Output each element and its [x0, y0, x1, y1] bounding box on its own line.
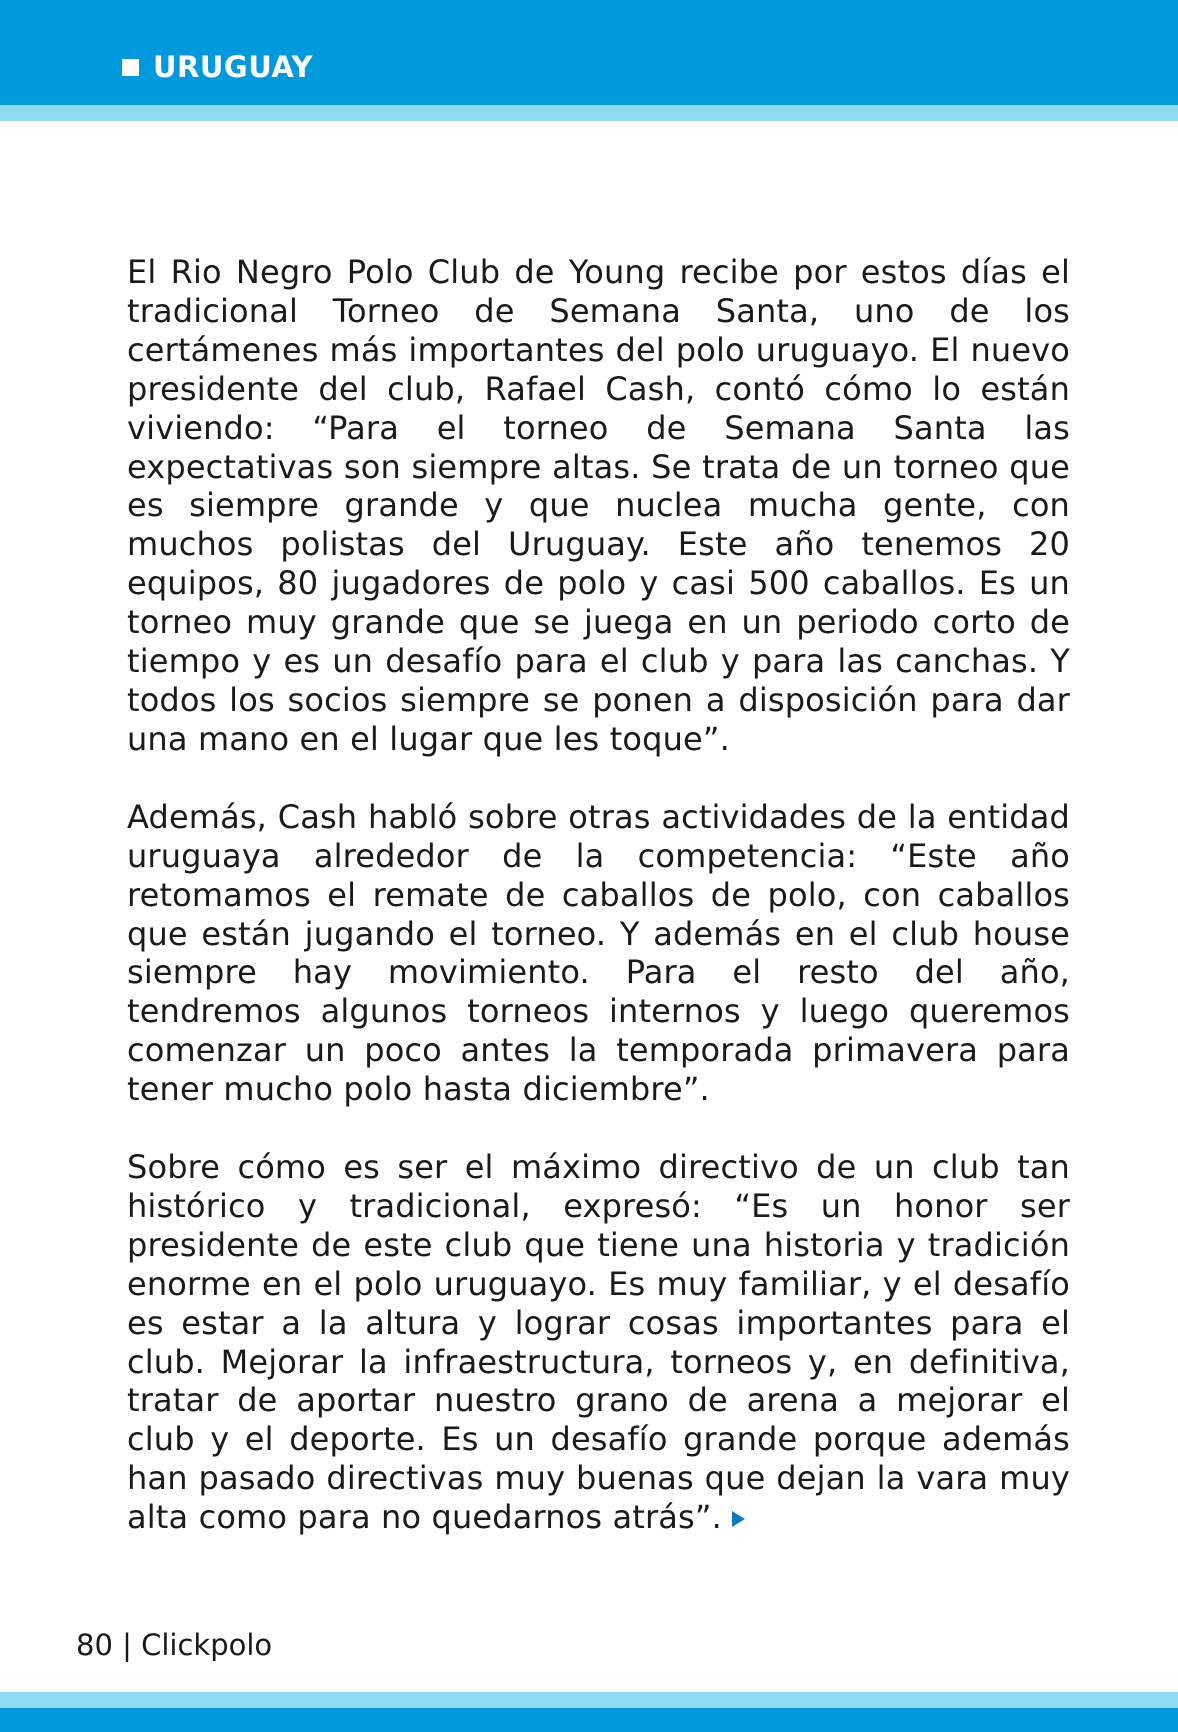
footer-separator: | — [122, 1628, 132, 1662]
article-body — [127, 253, 1070, 1576]
section-title: URUGUAY — [153, 50, 314, 84]
page-number: 80 — [76, 1628, 113, 1662]
footer-stripe — [0, 1692, 1178, 1708]
article-paragraph-1: El Rio Negro Polo Club de Young recibe por estos días el tradicional Torneo de Semana Santa, uno de los certámenes más importantes del polo uruguayo. El nuevo presidente del club, Rafael Cash, contó cómo lo están viviendo: “Para el torneo de Semana Santa las expectativas son siempre altas. Se trata de un torneo que es siempre grande y que nuclea mucha gente, con muchos polistas del Uruguay. Este año tenemos 20 equipos, 80 jugadores de polo y casi 500 caballos. Es un torneo muy grande que se juega en un periodo corto de tiempo y es un desafío para el club y para las canchas. Y todos los socios siempre se ponen a disposición para dar una mano en el lugar que les toque”. — [127, 253, 1070, 758]
header-stripe — [0, 105, 1178, 121]
article-paragraph-3 — [127, 1148, 1070, 1537]
triangle-right-icon — [732, 1511, 745, 1527]
page-footer — [76, 1628, 272, 1662]
footer-bar — [0, 1708, 1178, 1732]
article-paragraph-3-text: Sobre cómo es ser el máximo directivo de un club tan histórico y tradicional, expresó: “Es un honor ser presidente de este club que tiene una historia y tradición enorme en el polo uruguayo. Es muy familiar, y el desafío es estar a la altura y lograr cosas importantes para el club. Mejorar la infraestructura, torneos y, en definitiva, tratar de aportar nuestro grano de arena a mejorar el club y el deporte. Es un desafío grande porque además han pasado directivas muy buenas que dejan la vara muy alta como para no quedarnos atrás”. — [127, 1148, 1070, 1537]
article-paragraph-2: Además, Cash habló sobre otras actividades de la entidad uruguaya alrededor de la competencia: “Este año retomamos el remate de caballos de polo, con caballos que están jugando el torneo. Y además en el club house siempre hay movimiento. Para el resto del año, tendremos algunos torneos internos y luego queremos comenzar un poco antes la temporada primavera para tener mucho polo hasta diciembre”. — [127, 797, 1070, 1109]
publication-name: Clickpolo — [141, 1628, 273, 1662]
section-label — [122, 50, 313, 84]
square-bullet-icon — [122, 59, 139, 76]
